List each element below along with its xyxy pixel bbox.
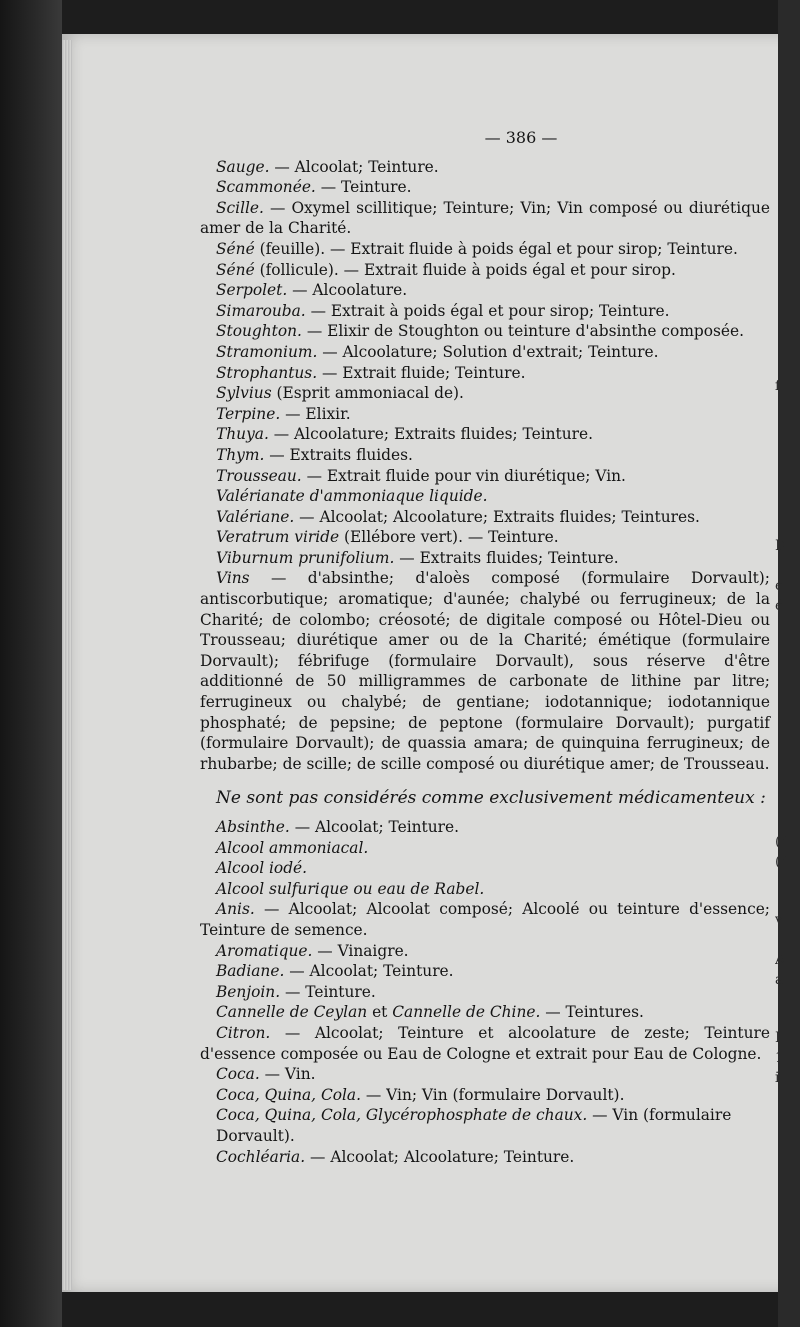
entry-term: Alcool sulfurique ou eau de Rabel. — [216, 879, 485, 898]
entry-term: Séné — [216, 239, 255, 258]
entry-description: Extraits fluides. — [289, 445, 413, 464]
entry-description: Elixir. — [305, 404, 351, 423]
entry — [200, 982, 770, 1003]
entry-description: Extrait à poids égal et pour sirop; Teinture. — [330, 301, 670, 320]
page-content — [200, 128, 770, 1167]
entry-separator: — — [587, 1106, 613, 1125]
entry-description: Alcoolat; Alcoolature; Extraits fluides; Teintures. — [319, 507, 700, 526]
entry — [200, 404, 770, 425]
entry — [200, 177, 770, 198]
entry-separator: — — [280, 982, 306, 1001]
entry-separator: — — [268, 425, 295, 444]
entry — [200, 321, 770, 342]
entry — [200, 568, 770, 774]
entry-separator: — — [289, 818, 315, 836]
entry-description: Alcoolat; Alcoolat composé; Alcoolé ou teinture d'essence; Teinture de semence. — [200, 900, 770, 939]
entry-description: Alcoolature; Extraits fluides; Teinture. — [294, 425, 594, 444]
entry-description: Teinture. — [305, 982, 376, 1001]
entry-term: Thuya. — [216, 425, 269, 444]
entry-term: Cannelle de Ceylan — [216, 1003, 368, 1022]
entry-description: Alcoolat; Teinture. — [315, 818, 460, 836]
entry-separator: — — [270, 1023, 315, 1042]
entry — [200, 260, 770, 281]
entry-term: Sauge. — [216, 157, 270, 176]
entry-term: Valériane. — [216, 507, 295, 526]
entry — [200, 961, 770, 982]
entry-description: Alcoolat; Teinture. — [294, 157, 439, 176]
entry — [200, 941, 770, 962]
entry-description: Alcoolat; Alcoolature; Teinture. — [330, 1147, 575, 1166]
entry — [200, 1105, 770, 1146]
entry-separator: — — [301, 322, 328, 341]
entry-separator: — — [254, 900, 289, 919]
entry — [200, 445, 770, 466]
entry-description: (Esprit ammoniacal de). — [276, 384, 464, 403]
entry-description: Elixir de Stoughton ou teinture d'absinthe composée. — [327, 322, 745, 341]
entry-separator: — — [269, 157, 295, 176]
entry-separator: — — [264, 445, 290, 464]
entry-term: Scammonée. — [216, 178, 316, 197]
entry-term: Terpine. — [216, 404, 281, 423]
entry-separator: — — [317, 363, 343, 382]
book-gutter — [0, 0, 62, 1327]
entry-term: Scille. — [216, 198, 264, 217]
entry-term: Simarouba. — [216, 301, 306, 320]
bleed-glyph: 1 — [775, 1050, 784, 1066]
entry — [200, 1064, 770, 1085]
entry-term: Stramonium. — [216, 342, 318, 361]
entry-separator: — — [360, 1085, 387, 1104]
entry — [200, 486, 770, 507]
entry-separator: — — [312, 941, 338, 960]
entry — [200, 507, 770, 528]
entry-separator: — — [305, 301, 331, 320]
entry — [200, 342, 770, 363]
bleed-glyph: (f — [775, 854, 786, 870]
entry — [200, 858, 770, 879]
entry — [200, 817, 770, 838]
entry — [200, 466, 770, 487]
entry-description: Alcoolature. — [312, 281, 408, 300]
entry-separator: — — [287, 281, 313, 300]
entry — [200, 1002, 770, 1023]
entry-term: Vins — [216, 569, 250, 588]
section-heading: Ne sont pas considérés comme exclusivement médicamenteux : — [216, 788, 766, 809]
entry-description: Vinaigre. — [337, 941, 409, 960]
entry-term: Veratrum viride — [216, 528, 340, 547]
entry — [200, 1023, 770, 1064]
entry — [200, 527, 770, 548]
entry-term: Strophantus. — [216, 363, 318, 382]
entry-term-secondary: Cannelle de Chine. — [392, 1003, 541, 1022]
entry-term: Badiane. — [216, 962, 285, 981]
entry-term: Valérianate d'ammoniaque liquide. — [216, 487, 488, 506]
right-margin-dark — [778, 0, 800, 1327]
entry — [200, 879, 770, 900]
entry — [200, 157, 770, 178]
entry — [200, 363, 770, 384]
entry-separator: — — [315, 178, 342, 197]
entry-separator: — — [394, 548, 420, 567]
entry-description: Alcoolature; Solution d'extrait; Teinture. — [342, 342, 659, 361]
entry — [200, 383, 770, 404]
entry-separator: — — [317, 342, 343, 361]
entry-separator: — — [249, 569, 308, 588]
bleed-glyph: i — [775, 1070, 780, 1086]
entry-separator: — — [301, 466, 327, 485]
entry — [200, 1147, 770, 1168]
entry-separator: — — [294, 507, 320, 526]
entry-term: Coca, Quina, Cola, Glycérophosphate de chaux. — [216, 1106, 588, 1125]
entry — [200, 239, 770, 260]
entry-term: Sylvius — [216, 384, 272, 403]
bleed-glyph: fl — [775, 378, 785, 394]
entry-description: Vin (formulaire Dorvault). — [216, 1106, 732, 1145]
entry — [200, 301, 770, 322]
entry-term: Viburnum prunifolium. — [216, 548, 395, 567]
entry-separator: — — [280, 404, 306, 423]
entry-description: Teinture. — [341, 178, 412, 197]
entry-term: Absinthe. — [216, 818, 290, 836]
entry — [200, 899, 770, 940]
non-medicament-list — [200, 817, 770, 1167]
entry-term: Thym. — [216, 445, 265, 464]
entry-term: Coca. — [216, 1065, 260, 1084]
bleed-glyph: A — [775, 952, 786, 968]
bleed-glyph: v — [775, 912, 783, 928]
page-stack-edge — [62, 40, 72, 1290]
entry-term: Serpolet. — [216, 281, 288, 300]
entry-description: Extrait fluide pour vin diurétique; Vin. — [326, 466, 626, 485]
bleed-glyph: a — [775, 972, 784, 988]
entry-term: Anis. — [216, 900, 255, 919]
entry-term: Alcool iodé. — [216, 859, 308, 878]
entry — [200, 548, 770, 569]
entry-term: Coca, Quina, Cola. — [216, 1085, 361, 1104]
entry-description: — Teintures. — [540, 1003, 644, 1022]
entry-term: Alcool ammoniacal. — [216, 838, 369, 857]
entry-term: Aromatique. — [216, 941, 313, 960]
entry-term: Citron. — [216, 1023, 271, 1042]
entry-term: Séné — [216, 260, 255, 279]
entry-description: Extraits fluides; Teinture. — [419, 548, 619, 567]
entry-separator: et — [367, 1003, 393, 1022]
entry-term: Benjoin. — [216, 982, 281, 1001]
medicament-list — [200, 157, 770, 775]
bleed-glyph: (f — [775, 834, 786, 850]
entry-description: (feuille). — Extrait fluide à poids égal et pour sirop; Teinture. — [259, 239, 738, 258]
bleed-glyph: e — [775, 578, 784, 594]
entry-term: Cochléaria. — [216, 1147, 306, 1166]
entry-term: Stoughton. — [216, 322, 302, 341]
bleed-glyph: é — [775, 598, 784, 614]
bleed-glyph: I — [775, 1030, 781, 1046]
entry-separator: — — [259, 1065, 285, 1084]
entry — [200, 280, 770, 301]
entry-description: Alcoolat; Teinture et alcoolature de zeste; Teinture d'essence composée ou Eau de Cologne et extrait pour Eau de Cologne. — [200, 1023, 770, 1063]
entry-separator: — — [263, 198, 292, 217]
entry-description: Vin. — [284, 1065, 316, 1084]
bleed-glyph: D — [775, 538, 787, 554]
page-number: — 386 — — [484, 128, 558, 147]
entry-description: d'absinthe; d'aloès composé (formulaire Dorvault); antiscorbutique; aromatique; d'aunée; chalybé ou ferrugineux; de la Charité; de colombo; créosoté; de digitale composé ou Hôtel-Dieu ou Trousseau; diurétique amer ou de la Charité; émétique (formulaire Dorvault); fébrifuge (formulaire Dorvault), sous réserve d'être additionné de 50 milligrammes de carbonate de lithine par litre; ferrugineux ou chalybé; de gentiane; iodotannique; iodotannique phosphaté; de pepsine; de peptone (formulaire Dorvault); purgatif (formulaire Dorvault); de quassia amara; de quinquina ferrugineux; de rhubarbe; de scille; de scille composé ou diurétique amer; de Trousseau. — [200, 569, 770, 773]
entry-term: Trousseau. — [216, 466, 302, 485]
entry — [200, 1085, 770, 1106]
entry — [200, 838, 770, 859]
entry-description: Alcoolat; Teinture. — [309, 962, 454, 981]
entry-description: Vin; Vin (formulaire Dorvault). — [386, 1085, 625, 1104]
entry — [200, 198, 770, 239]
entry-separator: — — [284, 962, 310, 981]
entry-description: (Ellébore vert). — Teinture. — [344, 528, 559, 547]
entry-description: Extrait fluide; Teinture. — [342, 363, 526, 382]
entry-separator: — — [305, 1147, 331, 1166]
entry — [200, 424, 770, 445]
entry-description: Oxymel scillitique; Teinture; Vin; Vin composé ou diurétique amer de la Charité. — [200, 198, 770, 238]
entry-description: (follicule). — Extrait fluide à poids égal et pour sirop. — [259, 260, 676, 279]
